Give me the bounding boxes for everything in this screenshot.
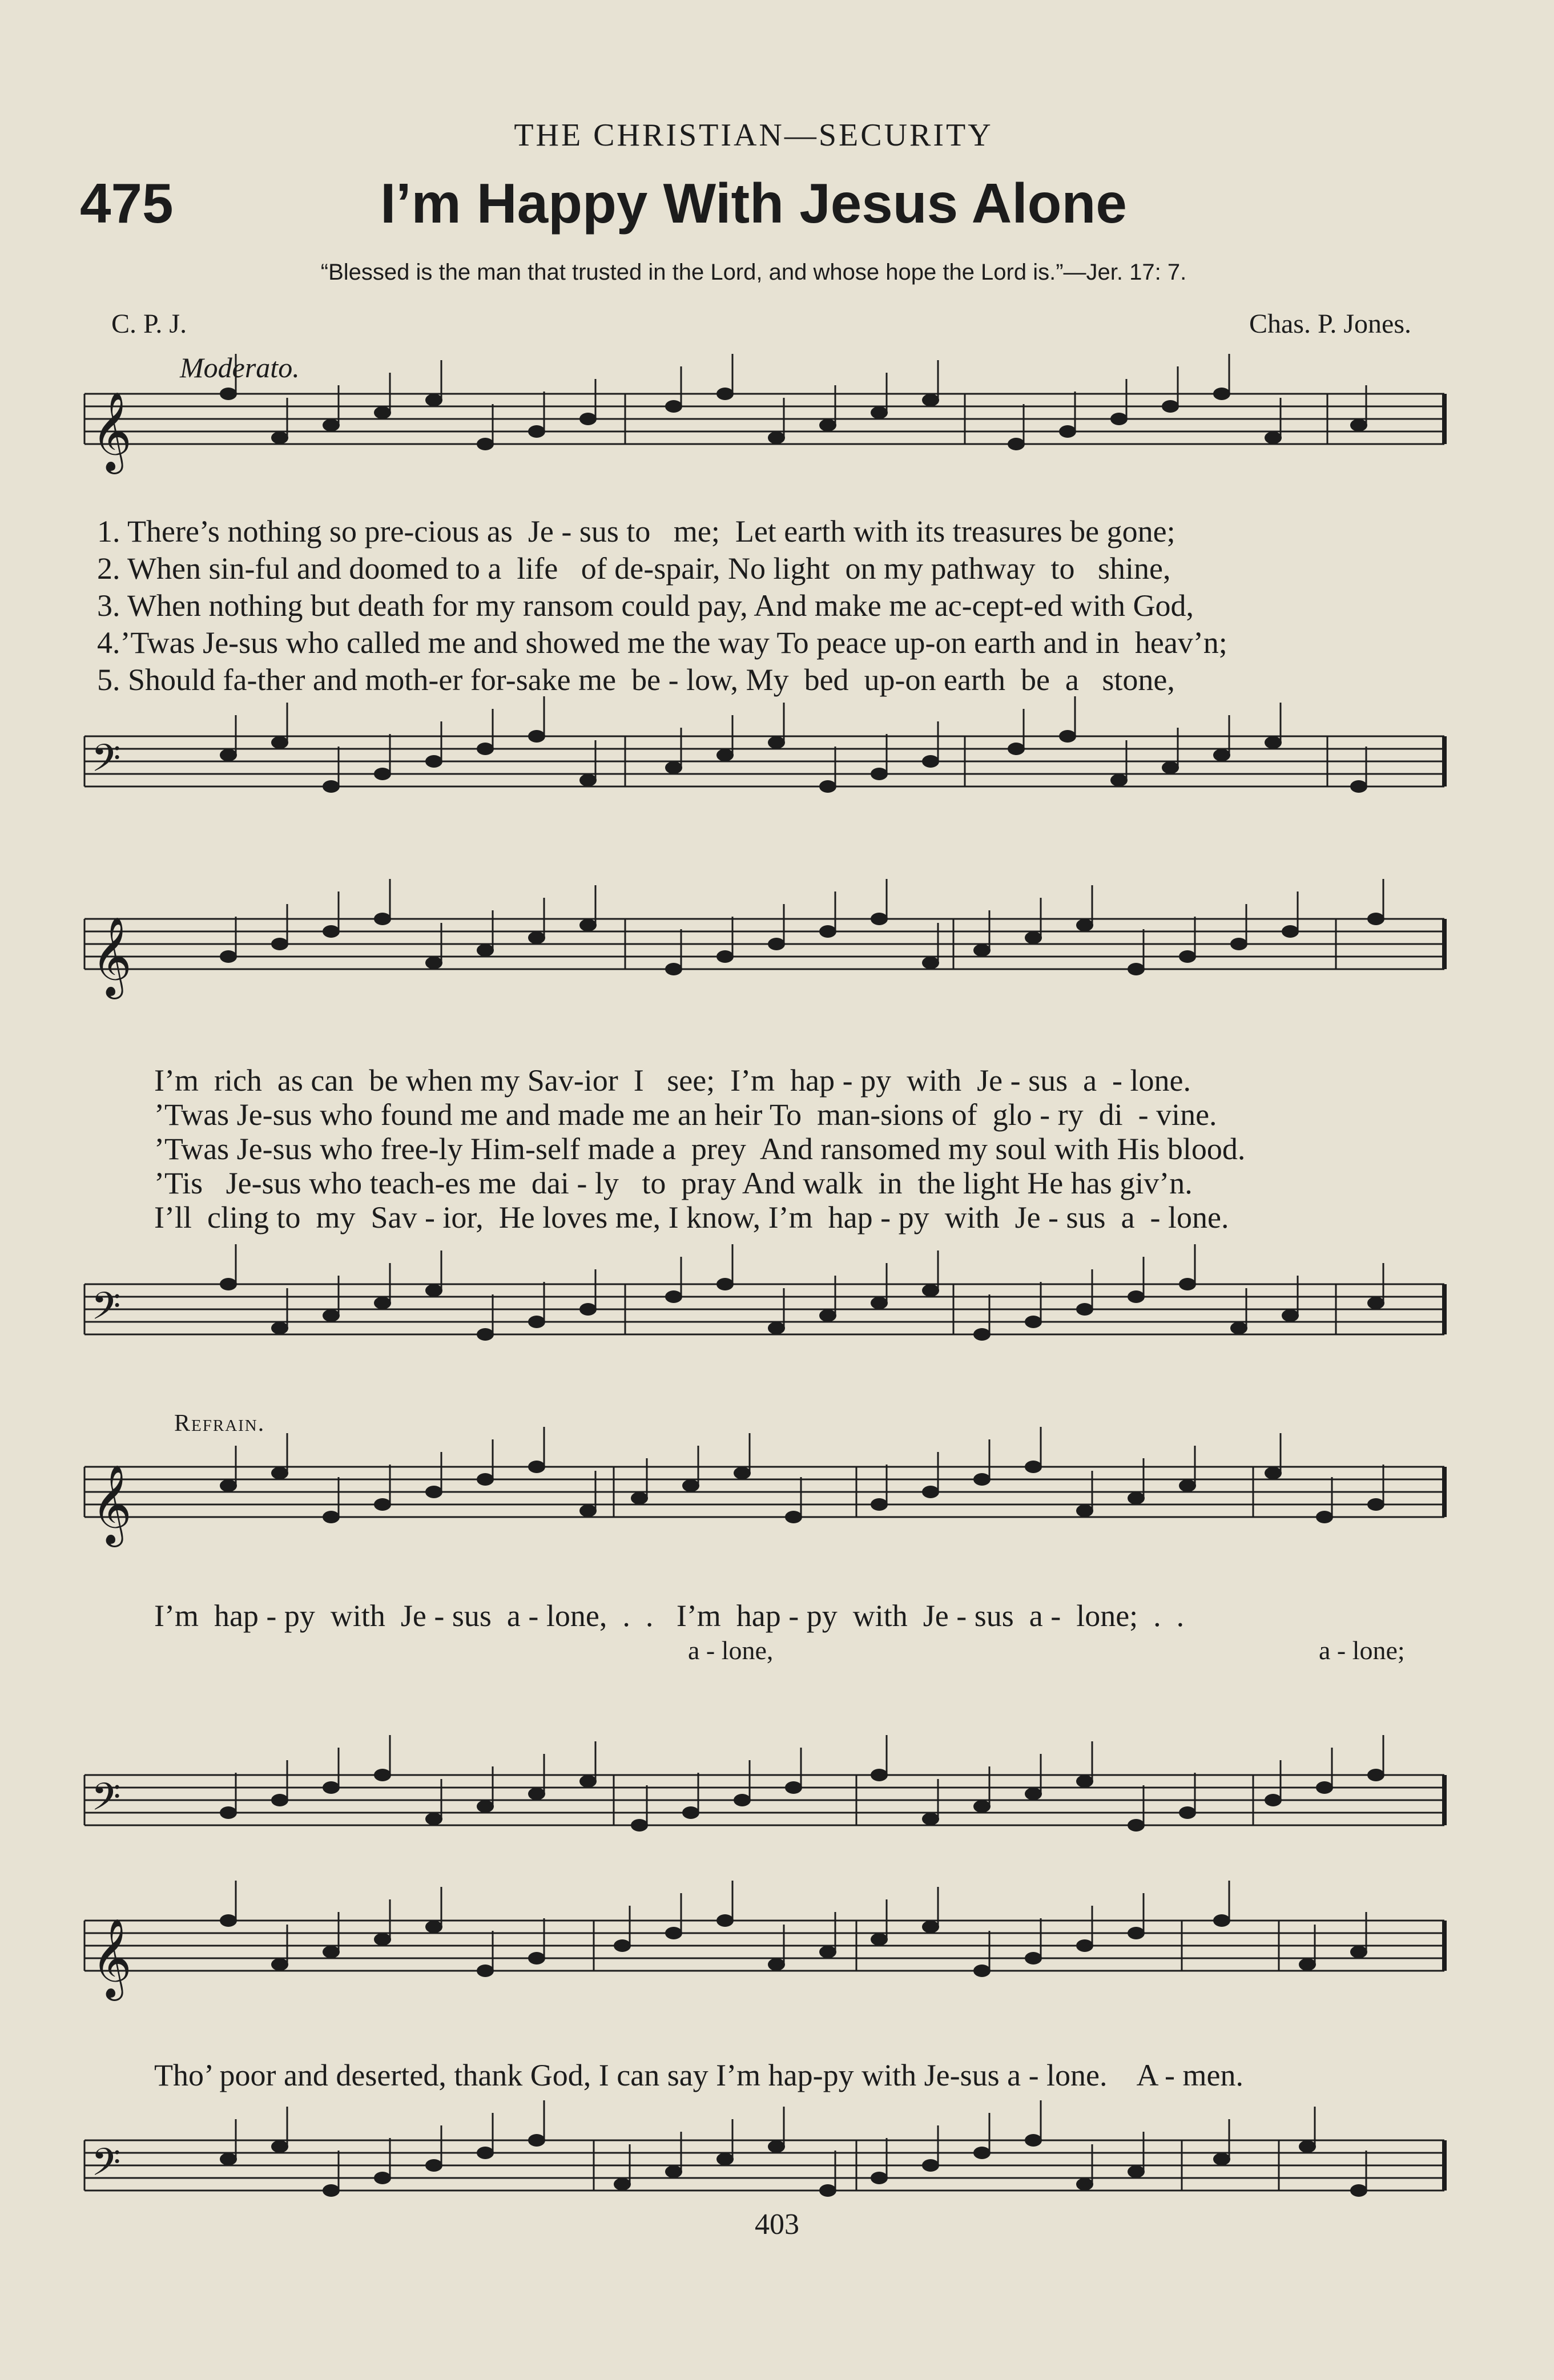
notehead [1076,1303,1093,1316]
notehead [768,2140,785,2153]
notehead [1213,2153,1230,2165]
notehead [716,749,734,761]
refrain-alt-lyric-1: a - lone, [688,1636,774,1665]
notehead [1265,1467,1282,1479]
notehead [374,2172,391,2184]
verse-1-line-b: I’m rich as can be when my Sav-ior I see; I’m hap - py with Je - sus a - lone. [154,1063,1191,1098]
notehead [220,1278,237,1290]
notehead [1059,425,1076,438]
notehead [271,1794,288,1806]
notehead [665,400,682,413]
notehead [1128,1492,1145,1504]
notehead [1316,1511,1333,1523]
notehead [768,1958,785,1971]
notehead [973,1473,991,1486]
notehead [665,2165,682,2178]
notehead [528,1788,545,1800]
notehead [374,1769,391,1781]
notehead [1179,1479,1196,1492]
notehead [271,1322,288,1334]
notehead [528,730,545,743]
notehead [220,388,237,400]
notehead [819,1946,836,1958]
notehead [1076,2178,1093,2191]
notehead [665,1290,682,1303]
treble-clef-icon: 𝄞 [91,392,132,471]
notehead [220,950,237,963]
notehead [425,1284,442,1297]
notehead [477,1964,494,1977]
notehead [1076,1775,1093,1788]
notehead [425,1921,442,1933]
verse-4-line-a: 4.’Twas Je-sus who called me and showed me the way To peace up-on earth and in heav’n; [97,626,1227,660]
notehead [973,1328,991,1341]
notehead [1179,1806,1196,1819]
notehead [1128,1819,1145,1832]
notehead [1076,1504,1093,1517]
notehead [1008,438,1025,450]
notehead [425,394,442,406]
notehead [1076,919,1093,931]
notehead [1299,1958,1316,1971]
notehead [1299,2140,1316,2153]
notehead [1350,780,1367,793]
notehead [871,2172,888,2184]
notehead [220,1914,237,1927]
notehead [1025,931,1042,944]
notehead [1025,1788,1042,1800]
bass-clef-icon: 𝄢 [91,1775,121,1828]
hymn-title: I’m Happy With Jesus Alone [380,172,1127,235]
notehead [323,1511,340,1523]
notehead [323,780,340,793]
notehead [1282,925,1299,938]
notehead [271,2140,288,2153]
notehead [922,957,939,969]
notehead [1230,938,1247,950]
notehead [1128,1290,1145,1303]
verse-3-line-a: 3. When nothing but death for my ransom could pay, And make me ac-cept-ed with God, [97,588,1194,623]
notehead [374,1297,391,1309]
notehead [716,388,734,400]
tempo-marking: Moderato. [180,352,300,384]
notehead [425,957,442,969]
notehead [528,425,545,438]
notehead [1128,1927,1145,1939]
notehead [1213,1914,1230,1927]
notehead [528,1952,545,1964]
notehead [528,2134,545,2147]
notehead [374,1498,391,1511]
notehead [922,1813,939,1825]
notehead [579,1775,597,1788]
notehead [477,743,494,755]
notehead [1265,431,1282,444]
notehead [1367,1297,1384,1309]
notehead [271,1467,288,1479]
notehead [425,755,442,768]
notehead [1350,2184,1367,2197]
notehead [477,2147,494,2159]
notehead [528,1461,545,1473]
notehead [768,736,785,749]
treble-clef-icon: 𝄞 [91,1918,132,1998]
notehead [1025,2134,1042,2147]
notehead [323,925,340,938]
notehead [1282,1309,1299,1322]
treble-clef-icon: 𝄞 [91,917,132,996]
notehead [1128,2165,1145,2178]
verse-2-line-b: ’Twas Je-sus who found me and made me an heir To man-sions of glo - ry di - vine. [154,1098,1217,1132]
refrain-lyric-1: I’m hap - py with Je - sus a - lone, . . I’m hap - py with Je - sus a - lone; . . [154,1599,1185,1633]
notehead [973,1800,991,1813]
notehead [374,406,391,419]
notehead [323,1781,340,1794]
notehead [1076,1939,1093,1952]
notehead [579,774,597,786]
notehead [871,406,888,419]
notehead [665,1927,682,1939]
notehead [425,1813,442,1825]
author: C. P. J. [111,309,187,339]
hymn-number: 475 [80,172,174,235]
notehead [716,1278,734,1290]
notehead [374,1933,391,1946]
notehead [734,1794,751,1806]
notehead [716,950,734,963]
notehead [614,2178,631,2191]
notehead [768,1322,785,1334]
notehead [922,1486,939,1498]
notehead [271,736,288,749]
notehead [819,780,836,793]
notehead [220,1806,237,1819]
notehead [922,1284,939,1297]
notehead [1213,388,1230,400]
notehead [819,1309,836,1322]
notehead [1179,950,1196,963]
verse-5-line-b: I’ll cling to my Sav - ior, He loves me, I know, I’m hap - py with Je - sus a - lone. [154,1200,1229,1235]
notehead [579,919,597,931]
notehead [1179,1278,1196,1290]
notehead [1316,1781,1333,1794]
verse-1-line-a: 1. There’s nothing so pre-cious as Je - sus to me; Let earth with its treasures be gone; [97,514,1175,548]
treble-clef-icon: 𝄞 [91,1465,132,1544]
notehead [1367,1769,1384,1781]
notehead [819,419,836,431]
notehead [614,1939,631,1952]
notehead [271,938,288,950]
notehead [1025,1461,1042,1473]
notehead [631,1819,648,1832]
notehead [477,1473,494,1486]
notehead [425,1486,442,1498]
epigraph: “Blessed is the man that trusted in the Lord, and whose hope the Lord is.”—Jer. 17: 7. [320,260,1187,285]
notehead [1265,736,1282,749]
notehead [785,1511,802,1523]
notehead [271,1958,288,1971]
notehead [220,749,237,761]
refrain-alt-lyric-2: a - lone; [1319,1636,1405,1665]
verse-2-line-a: 2. When sin-ful and doomed to a life of de-spair, No light on my pathway to shine, [97,551,1171,586]
notehead [973,1964,991,1977]
notehead [665,963,682,975]
notehead [819,925,836,938]
notehead [1008,743,1025,755]
notehead [528,931,545,944]
notehead [1110,774,1128,786]
section-heading: THE CHRISTIAN—SECURITY [514,118,993,153]
notehead [665,761,682,774]
notehead [579,1303,597,1316]
notehead [768,938,785,950]
notehead [734,1467,751,1479]
notehead [682,1479,699,1492]
notehead [922,1921,939,1933]
notehead [1367,1498,1384,1511]
notehead [374,913,391,925]
notehead [323,419,340,431]
notehead [477,1328,494,1341]
notehead [477,1800,494,1813]
verse-3-line-b: ’Twas Je-sus who free-ly Him-self made a prey And ransomed my soul with His blood. [154,1132,1246,1166]
notehead [871,913,888,925]
notehead [1367,913,1384,925]
verse-5-line-a: 5. Should fa-ther and moth-er for-sake me be - low, My bed up-on earth be a stone, [97,663,1175,697]
notehead [682,1806,699,1819]
notehead [819,2184,836,2197]
notehead [716,2153,734,2165]
notehead [1350,419,1367,431]
notehead [271,431,288,444]
page-number: 403 [755,2208,799,2241]
notehead [220,2153,237,2165]
notehead [220,1479,237,1492]
notehead [871,768,888,780]
notehead [425,2159,442,2172]
notehead [374,768,391,780]
bass-clef-icon: 𝄢 [91,736,121,789]
notehead [871,1769,888,1781]
notehead [785,1781,802,1794]
notehead [1162,761,1179,774]
notehead [871,1498,888,1511]
notehead [973,944,991,957]
bass-clef-icon: 𝄢 [91,1284,121,1337]
notehead [1128,963,1145,975]
notehead [1350,1946,1367,1958]
notehead [1025,1952,1042,1964]
notehead [871,1933,888,1946]
notehead [922,755,939,768]
notehead [768,431,785,444]
composer: Chas. P. Jones. [1249,309,1411,339]
notehead [528,1316,545,1328]
notehead [579,413,597,425]
notehead [579,1504,597,1517]
notehead [871,1297,888,1309]
notehead [716,1914,734,1927]
notehead [922,2159,939,2172]
bass-clef-icon: 𝄢 [91,2140,121,2193]
notehead [973,2147,991,2159]
refrain-lyric-2: Tho’ poor and deserted, thank God, I can say I’m hap-py with Je-sus a - lone. A - men. [154,2058,1244,2092]
notehead [477,438,494,450]
notehead [323,1946,340,1958]
notehead [1059,730,1076,743]
notehead [323,2184,340,2197]
notehead [1025,1316,1042,1328]
notehead [477,944,494,957]
notehead [1110,413,1128,425]
refrain-label: Refrain. [174,1410,265,1437]
notehead [323,1309,340,1322]
notehead [1162,400,1179,413]
notehead [1265,1794,1282,1806]
notehead [922,394,939,406]
notehead [1230,1322,1247,1334]
notehead [1213,749,1230,761]
notehead [631,1492,648,1504]
verse-4-line-b: ’Tis Je-sus who teach-es me dai - ly to pray And walk in the light He has giv’n. [154,1166,1193,1200]
